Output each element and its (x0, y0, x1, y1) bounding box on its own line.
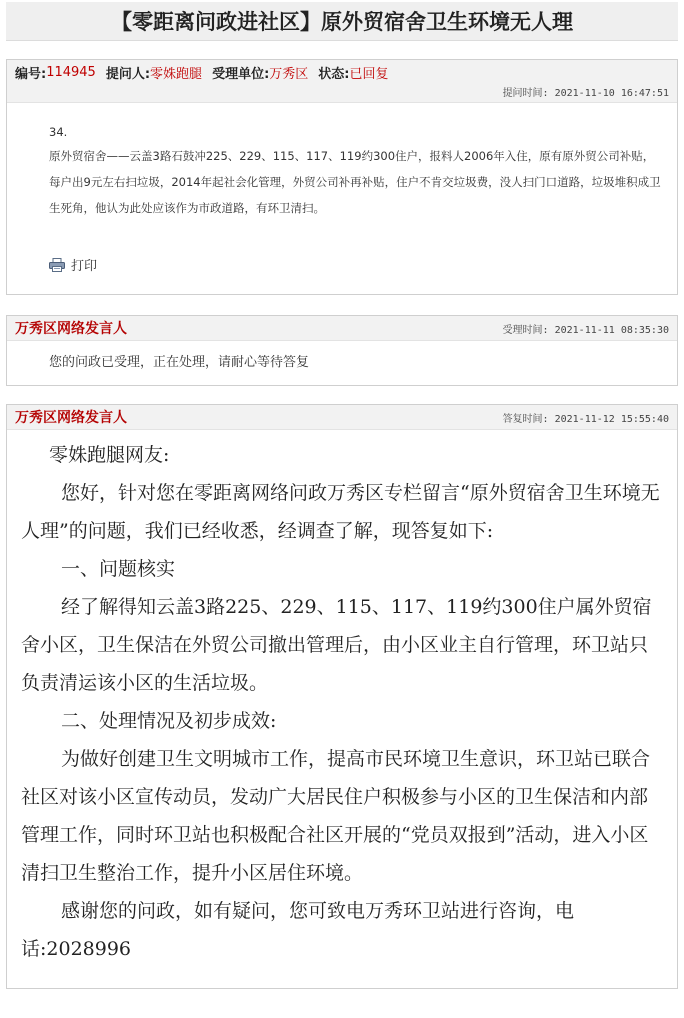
question-panel (6, 59, 678, 295)
asker-label: 提问人: (105, 66, 151, 82)
acceptance-time: 受理时间: 2021-11-11 08:35:30 (502, 324, 669, 336)
page-title: 【零距离问政进社区】原外贸宿舍卫生环境无人理 (6, 2, 678, 41)
reply-heading: 二、处理情况及初步成效: (61, 710, 277, 732)
reply-greeting: 零姝跑腿网友: (49, 444, 170, 466)
id-value: 114945 (46, 64, 96, 80)
question-meta (7, 60, 677, 84)
id-label: 编号: (15, 66, 47, 82)
print-button[interactable] (49, 255, 677, 274)
status-label: 状态: (318, 66, 350, 82)
print-label: 打印 (71, 259, 98, 274)
acceptance-org: 万秀区网络发言人 (15, 321, 127, 337)
acceptance-panel (6, 315, 678, 386)
unit-value: 万秀区 (269, 66, 309, 82)
reply-time: 答复时间: 2021-11-12 15:55:40 (502, 413, 669, 425)
question-text: 原外贸宿舍——云盖3路石鼓冲225、229、115、117、119约300住户，报料人2006年入住，原有原外贸公司补贴，每户出9元左右扫垃圾，2014年起社会化管理，外贸公司补再补贴，住户不肯交垃圾费，没人扫门口道路，垃圾堆积成卫生死角，他认为此处应该作为市政道路，有环卫清扫。 (49, 149, 661, 215)
ask-time: 提问时间: 2021-11-10 16:47:51 (7, 84, 677, 103)
reply-org: 万秀区网络发言人 (15, 410, 127, 426)
status-badge: 已回复 (349, 66, 389, 82)
question-number: 34. (49, 125, 68, 139)
question-content (7, 103, 677, 221)
reply-heading: 一、问题核实 (61, 558, 176, 580)
reply-content (7, 430, 677, 988)
reply-paragraph: 经了解得知云盖3路225、229、115、117、119约300住户属外贸宿舍小区，卫生保洁在外贸公司撤出管理后，由小区业主自行管理，环卫站只负责清运该小区的生活垃圾。 (21, 596, 652, 694)
asker-value: 零姝跑腿 (150, 66, 203, 82)
acceptance-text: 您的问政已受理，正在处理，请耐心等待答复 (49, 355, 310, 370)
reply-panel (6, 404, 678, 989)
reply-paragraph: 为做好创建卫生文明城市工作，提高市民环境卫生意识，环卫站已联合社区对该小区宣传动员，发动广大居民住户积极参与小区的卫生保洁和内部管理工作，同时环卫站也积极配合社区开展的“党员双报到”活动，进入小区清扫卫生整治工作，提升小区居住环境。 (21, 748, 651, 884)
reply-paragraph: 感谢您的问政，如有疑问，您可致电万秀环卫站进行咨询，电话:2028996 (21, 900, 575, 960)
reply-paragraph: 您好，针对您在零距离网络问政万秀区专栏留言“原外贸宿舍卫生环境无人理”的问题，我们已经收悉，经调查了解，现答复如下: (21, 482, 660, 542)
acceptance-header (7, 316, 677, 341)
reply-header (7, 405, 677, 430)
unit-label: 受理单位: (212, 66, 270, 82)
printer-icon (49, 258, 65, 272)
